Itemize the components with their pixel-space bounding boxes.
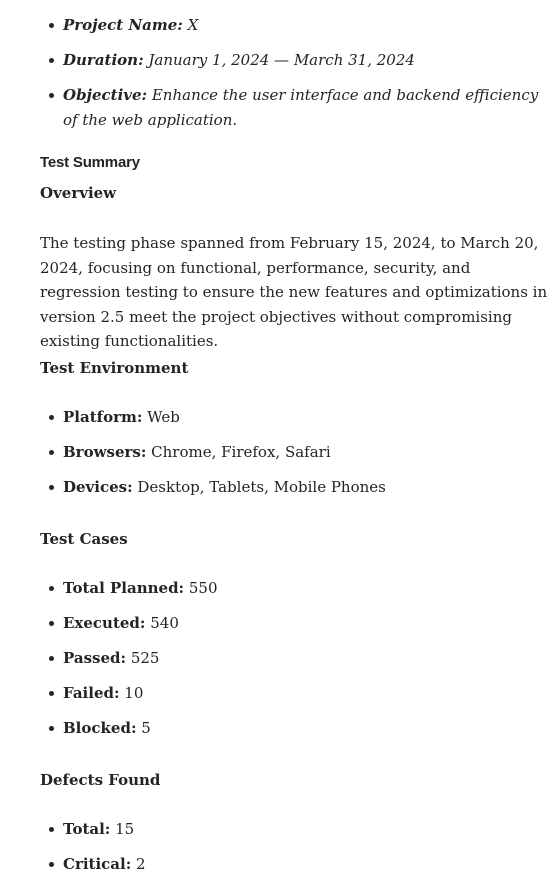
test-cases-list xyxy=(40,576,550,741)
item-value: 10 xyxy=(119,684,144,702)
item-value: 550 xyxy=(184,579,218,597)
item-label: Failed: xyxy=(63,684,120,702)
environment-list xyxy=(40,405,550,500)
bullet-icon xyxy=(49,726,54,731)
list-item xyxy=(40,852,550,877)
item-label: Objective: xyxy=(63,86,148,104)
bullet-icon xyxy=(49,23,54,28)
overview-paragraph: The testing phase spanned from February 15, 2024, to March 20, 2024, focusing on functional, performance, security, and regression testing to ensure the new features and optimizations in version 2.5 meet the project objectives without compromising existing functionalities. xyxy=(40,234,548,350)
test-summary-heading: Test Summary xyxy=(40,154,140,171)
bullet-icon xyxy=(49,691,54,696)
bullet-icon xyxy=(49,415,54,420)
item-value: X xyxy=(182,16,199,34)
item-label: Executed: xyxy=(63,614,146,632)
item-value: 540 xyxy=(145,614,179,632)
item-value: Web xyxy=(142,408,180,426)
test-environment-heading: Test Environment xyxy=(40,359,189,377)
item-label: Total: xyxy=(63,820,111,838)
bullet-icon xyxy=(49,586,54,591)
bullet-icon xyxy=(49,827,54,832)
item-value: Desktop, Tablets, Mobile Phones xyxy=(132,478,386,496)
list-item xyxy=(40,475,550,500)
list-item xyxy=(40,681,550,706)
bullet-icon xyxy=(49,862,54,867)
item-value: 525 xyxy=(126,649,160,667)
defects-list xyxy=(40,817,550,877)
item-label: Critical: xyxy=(63,855,132,873)
list-item xyxy=(40,576,550,601)
item-value: 15 xyxy=(110,820,135,838)
list-item xyxy=(40,817,550,842)
item-label: Passed: xyxy=(63,649,127,667)
list-item-project-name xyxy=(40,13,550,38)
item-label: Project Name: xyxy=(63,16,183,34)
item-label: Devices: xyxy=(63,478,133,496)
item-value: January 1, 2024 — March 31, 2024 xyxy=(143,51,415,69)
list-item xyxy=(40,716,550,741)
list-item-duration xyxy=(40,48,550,73)
bullet-icon xyxy=(49,58,54,63)
item-value: 2 xyxy=(131,855,146,873)
test-cases-heading: Test Cases xyxy=(40,530,128,548)
item-label: Platform: xyxy=(63,408,143,426)
item-label: Blocked: xyxy=(63,719,137,737)
item-label: Browsers: xyxy=(63,443,147,461)
bullet-icon xyxy=(49,93,54,98)
item-label: Duration: xyxy=(63,51,144,69)
list-item-objective xyxy=(40,83,550,133)
item-value: 5 xyxy=(136,719,151,737)
bullet-icon xyxy=(49,485,54,490)
defects-found-heading: Defects Found xyxy=(40,771,161,789)
list-item xyxy=(40,405,550,430)
bullet-icon xyxy=(49,621,54,626)
list-item xyxy=(40,611,550,636)
overview-heading: Overview xyxy=(40,184,117,202)
project-info-list xyxy=(40,13,550,133)
bullet-icon xyxy=(49,450,54,455)
item-value: Enhance the user interface and backend efficiency of the web application. xyxy=(63,86,539,129)
item-value: Chrome, Firefox, Safari xyxy=(146,443,331,461)
list-item xyxy=(40,646,550,671)
item-label: Total Planned: xyxy=(63,579,185,597)
bullet-icon xyxy=(49,656,54,661)
list-item xyxy=(40,440,550,465)
